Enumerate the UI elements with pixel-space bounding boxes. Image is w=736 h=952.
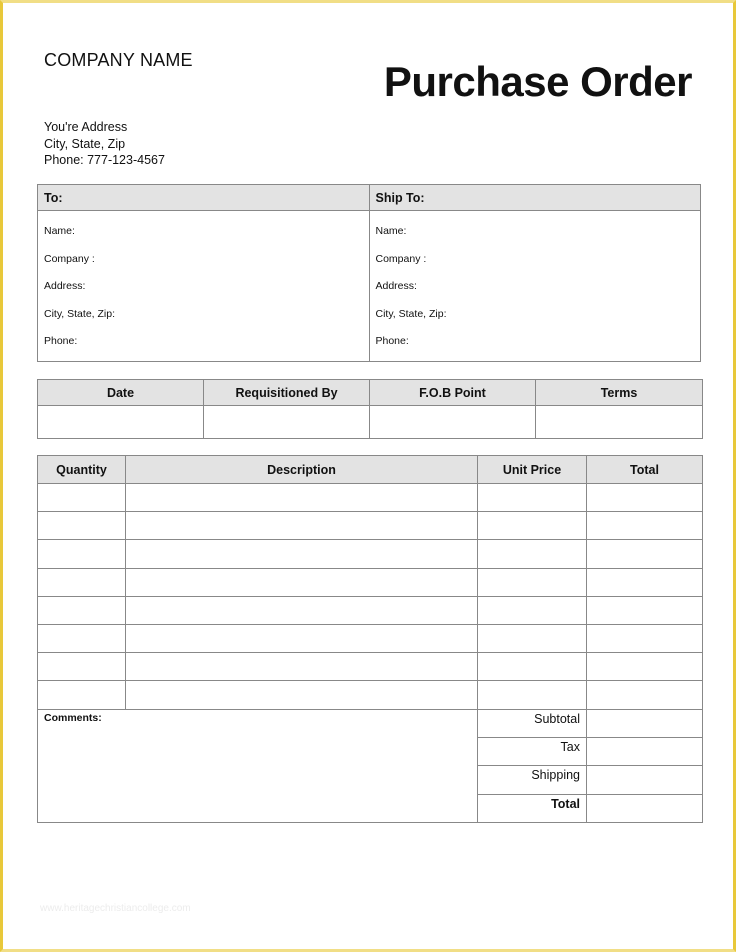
total-cell[interactable] [587,681,703,709]
quantity-header: Quantity [38,456,126,484]
quantity-cell[interactable] [38,568,126,596]
table-row [38,568,703,596]
unit-price-cell[interactable] [478,512,587,540]
to-heading: To: [38,185,369,211]
grand-total-label: Total [478,794,587,822]
unit-price-cell[interactable] [478,653,587,681]
description-cell[interactable] [126,540,478,568]
to-section [38,185,369,361]
to-name-field[interactable]: Name: [44,225,75,237]
unit-price-cell[interactable] [478,681,587,709]
requisitioned-by-header: Requisitioned By [204,380,370,406]
address-line: You're Address [44,120,128,134]
description-cell[interactable] [126,568,478,596]
to-phone-field[interactable]: Phone: [44,335,78,347]
ship-to-heading: Ship To: [370,185,701,211]
quantity-cell[interactable] [38,653,126,681]
total-cell[interactable] [587,484,703,512]
to-city-state-zip-field[interactable]: City, State, Zip: [44,307,115,320]
to-address-field[interactable]: Address: [44,280,86,292]
date-cell[interactable] [38,406,204,439]
description-cell[interactable] [126,596,478,624]
total-header: Total [587,456,703,484]
description-cell[interactable] [126,681,478,709]
unit-price-cell[interactable] [478,540,587,568]
phone-line: Phone: 777-123-4567 [44,153,165,167]
requisitioned-by-cell[interactable] [204,406,370,439]
total-cell[interactable] [587,540,703,568]
totals-table [37,709,703,823]
city-state-zip-line: City, State, Zip [44,136,126,151]
address-box [37,184,701,362]
unit-price-cell[interactable] [478,624,587,652]
unit-price-header: Unit Price [478,456,587,484]
table-row [38,596,703,624]
subtotal-value-cell[interactable] [587,710,703,738]
total-cell[interactable] [587,568,703,596]
ship-to-phone-field[interactable]: Phone: [375,335,409,347]
quantity-cell[interactable] [38,681,126,709]
table-row [38,681,703,709]
date-header: Date [38,380,204,406]
description-header: Description [126,456,478,484]
quantity-cell[interactable] [38,624,126,652]
order-info-table [37,379,703,439]
terms-header: Terms [536,380,703,406]
subtotal-label: Subtotal [478,710,587,738]
total-cell[interactable] [587,624,703,652]
comments-label: Comments: [44,712,102,724]
table-row [38,540,703,568]
company-name: COMPANY NAME [44,50,193,70]
shipping-value-cell[interactable] [587,766,703,794]
quantity-cell[interactable] [38,540,126,568]
unit-price-cell[interactable] [478,484,587,512]
ship-to-name-field[interactable]: Name: [375,225,407,237]
shipping-label: Shipping [478,766,587,794]
table-row [38,624,703,652]
table-row [38,484,703,512]
terms-cell[interactable] [536,406,703,439]
watermark: www.heritagechristiancollege.com [40,903,191,914]
fob-point-header: F.O.B Point [370,380,536,406]
ship-to-section [369,185,701,361]
quantity-cell[interactable] [38,484,126,512]
to-company-field[interactable]: Company : [44,252,95,265]
quantity-cell[interactable] [38,596,126,624]
grand-total-value-cell[interactable] [587,794,703,822]
total-cell[interactable] [587,512,703,540]
ship-to-city-state-zip-field[interactable]: City, State, Zip: [375,307,447,320]
total-cell[interactable] [587,596,703,624]
ship-to-company-field[interactable]: Company : [375,252,427,265]
tax-value-cell[interactable] [587,738,703,766]
unit-price-cell[interactable] [478,596,587,624]
description-cell[interactable] [126,484,478,512]
description-cell[interactable] [126,653,478,681]
table-row [38,512,703,540]
fob-point-cell[interactable] [370,406,536,439]
description-cell[interactable] [126,512,478,540]
description-cell[interactable] [126,624,478,652]
tax-label: Tax [478,738,587,766]
document-title: Purchase Order [383,58,692,105]
quantity-cell[interactable] [38,512,126,540]
ship-to-address-field[interactable]: Address: [375,280,417,292]
line-items-table [37,455,703,710]
total-cell[interactable] [587,653,703,681]
unit-price-cell[interactable] [478,568,587,596]
comments-field[interactable] [38,710,478,823]
sender-address [44,119,165,169]
table-row [38,653,703,681]
